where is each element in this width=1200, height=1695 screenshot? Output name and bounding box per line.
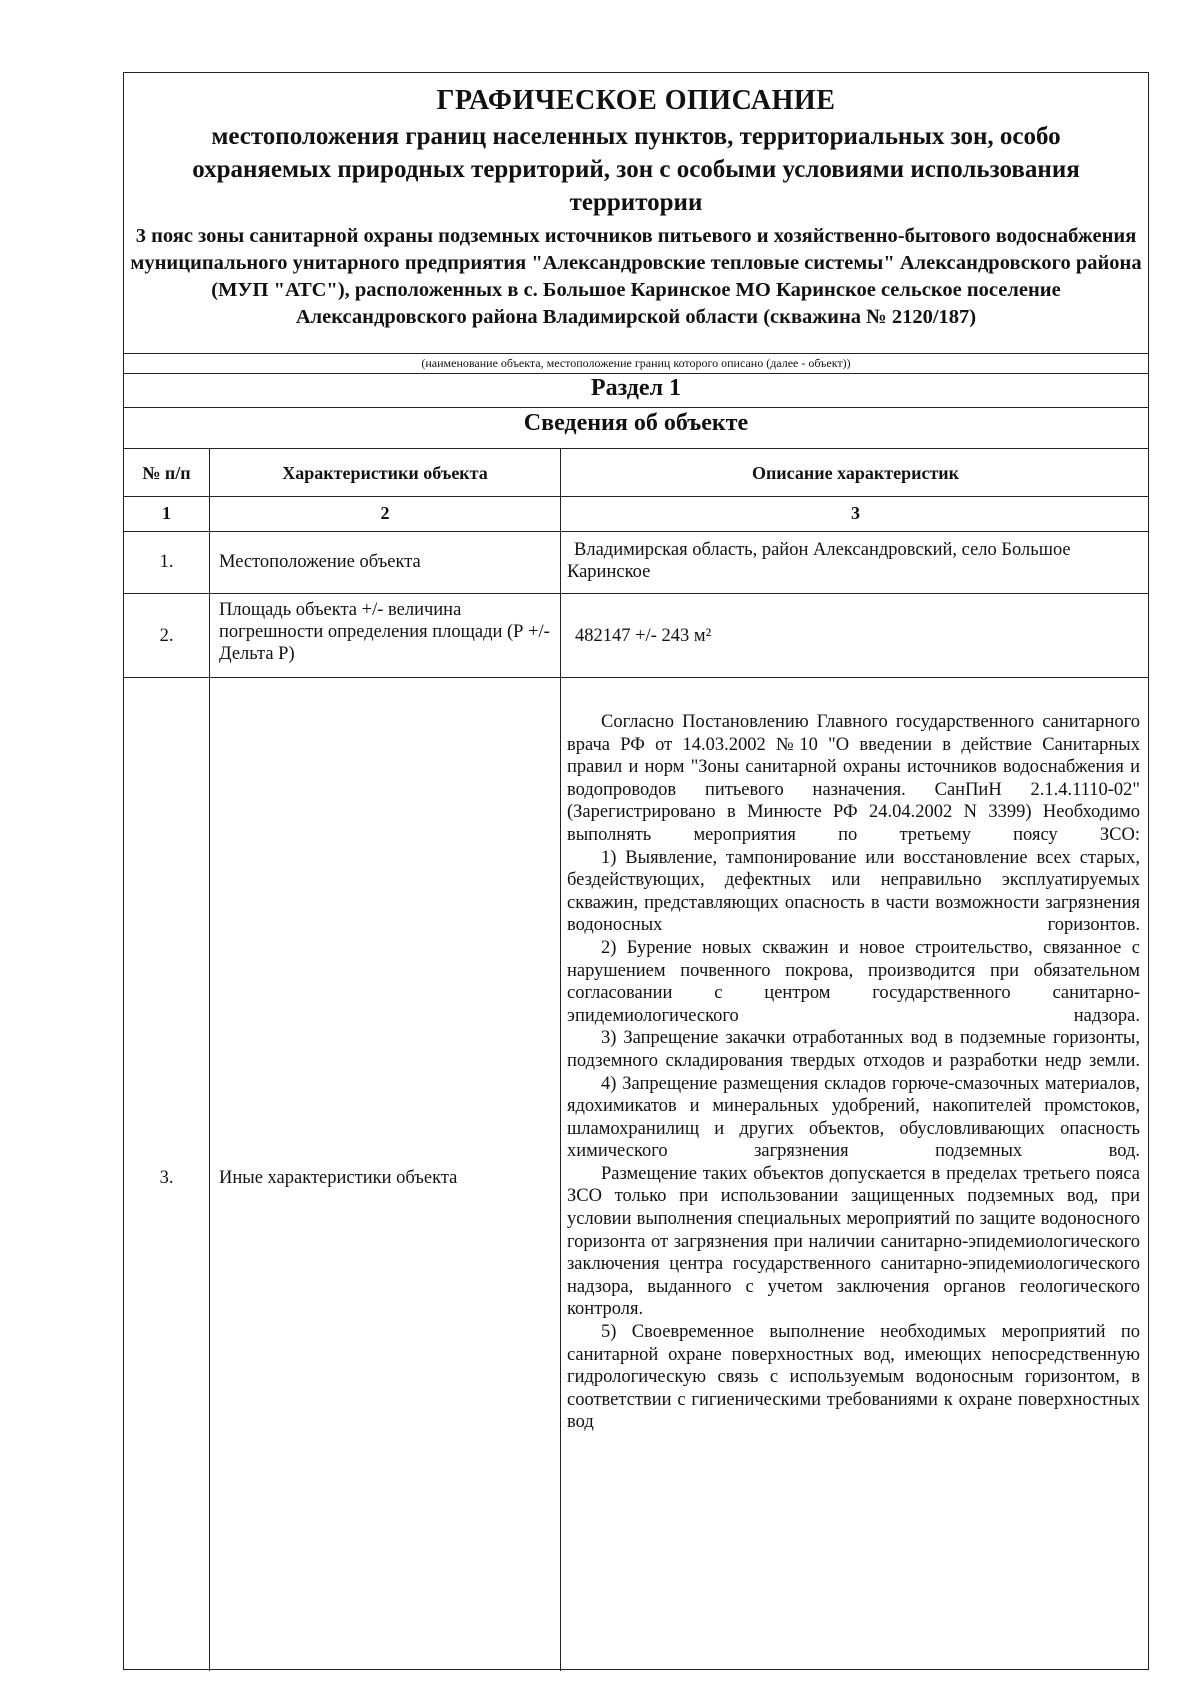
row-3-paragraph: 2) Бурение новых скважин и новое строительство, связанное с нарушением почвенного покрова, производится при обязательном согласовании с центром государственного санитарно-эпидемиологического надзора. (567, 937, 1140, 1026)
row-2-name: Площадь объекта +/- величина погрешности определения площади (Р +/- Дельта Р) (219, 600, 550, 664)
row-1-name: Местоположение объекта (219, 552, 421, 572)
section-title: Раздел 1 (590, 375, 682, 401)
table-column-divider (560, 448, 561, 1671)
divider (124, 373, 1148, 374)
row-3-number: 3. (159, 1168, 174, 1188)
table-border (124, 677, 1148, 678)
row-3-paragraph: Размещение таких объектов допускается в пределах третьего пояса ЗСО только при использовании защищенных подземных вод, при условии выполнения специальных мероприятий по защите водоносного горизонта от загрязнения при наличии санитарно-эпидемиологического заключения центра государственного санитарно-эпидемиологического надзора, выданного с учетом заключения органов геологического контроля. (567, 1163, 1140, 1320)
divider (124, 407, 1148, 408)
document-title: ГРАФИЧЕСКОЕ ОПИСАНИЕ (436, 85, 836, 116)
row-3-paragraph: 4) Запрещение размещения складов горюче-смазочных материалов, ядохимикатов и минеральных удобрений, накопителей промстоков, шламохранилищ и других объектов, обусловливающих опасность химического загрязнения подземных вод. (567, 1073, 1140, 1162)
object-caption: (наименование объекта, местоположение границ которого описано (далее - объект)) (421, 356, 851, 370)
table-border (124, 531, 1148, 532)
row-3-paragraph: 1) Выявление, тампонирование или восстановление всех старых, бездействующих, дефектных или неправильно эксплуатируемых скважин, представляющих опасность в части возможности загрязнения водоносных горизонтов. (567, 847, 1140, 936)
row-2-number: 2. (159, 626, 174, 646)
header-characteristics: Характеристики объекта (282, 463, 488, 483)
column-number-2: 2 (380, 503, 390, 523)
table-border (124, 496, 1148, 497)
header-description: Описание характеристик (751, 463, 960, 483)
header-number: № п/п (142, 463, 191, 483)
table-column-divider (209, 448, 210, 1671)
row-3-name: Иные характеристики объекта (219, 1168, 458, 1188)
row-1-value: Владимирская область, район Александровский, село Большое Каринское (567, 540, 1071, 582)
row-3-paragraph: 3) Запрещение закачки отработанных вод в подземные горизонты, подземного складирования твердых отходов и разработки недр земли. (567, 1028, 1140, 1071)
document-frame (123, 72, 1149, 1670)
table-border (124, 448, 1148, 449)
section-subtitle: Сведения об объекте (523, 410, 749, 436)
row-3-description (567, 711, 1140, 1434)
column-number-3: 3 (851, 503, 860, 523)
row-3-paragraph: 5) Своевременное выполнение необходимых мероприятий по санитарной охране поверхностных вод, имеющих непосредственную гидрологическую связь с используемым водоносным горизонтом, в соответствии с гигиеническими требованиями к охране поверхностных вод (567, 1322, 1140, 1433)
column-number-1: 1 (162, 503, 171, 523)
object-name: 3 пояс зоны санитарной охраны подземных источников питьевого и хозяйственно-бытового водоснабжения муниципального унитарного предприятия "Александровские тепловые системы" Александровского района (МУП "АТС"), расположенных в с. Большое Каринское МО Каринское сельское поселение Александровского района Владимирской области (скважина № 2120/187) (130, 225, 1142, 328)
table-border (124, 593, 1148, 594)
document-subtitle: местоположения границ населенных пунктов, территориальных зон, особо охраняемых природных территорий, зон с особыми условиями использования территории (192, 123, 1080, 216)
row-1-number: 1. (159, 552, 174, 572)
row-3-paragraph: Согласно Постановлению Главного государственного санитарного врача РФ от 14.03.2002 №10 "О введении в действие Санитарных правил и норм "Зоны санитарной охраны источников водоснабжения и водопроводов питьевого назначения. СанПиН 2.1.4.1110-02" (Зарегистрировано в Минюсте РФ 24.04.2002 N 3399) Необходимо выполнять мероприятия по третьему поясу ЗСО: (567, 712, 1140, 845)
row-2-value: 482147 +/- 243 м² (575, 626, 712, 646)
divider (124, 353, 1148, 354)
